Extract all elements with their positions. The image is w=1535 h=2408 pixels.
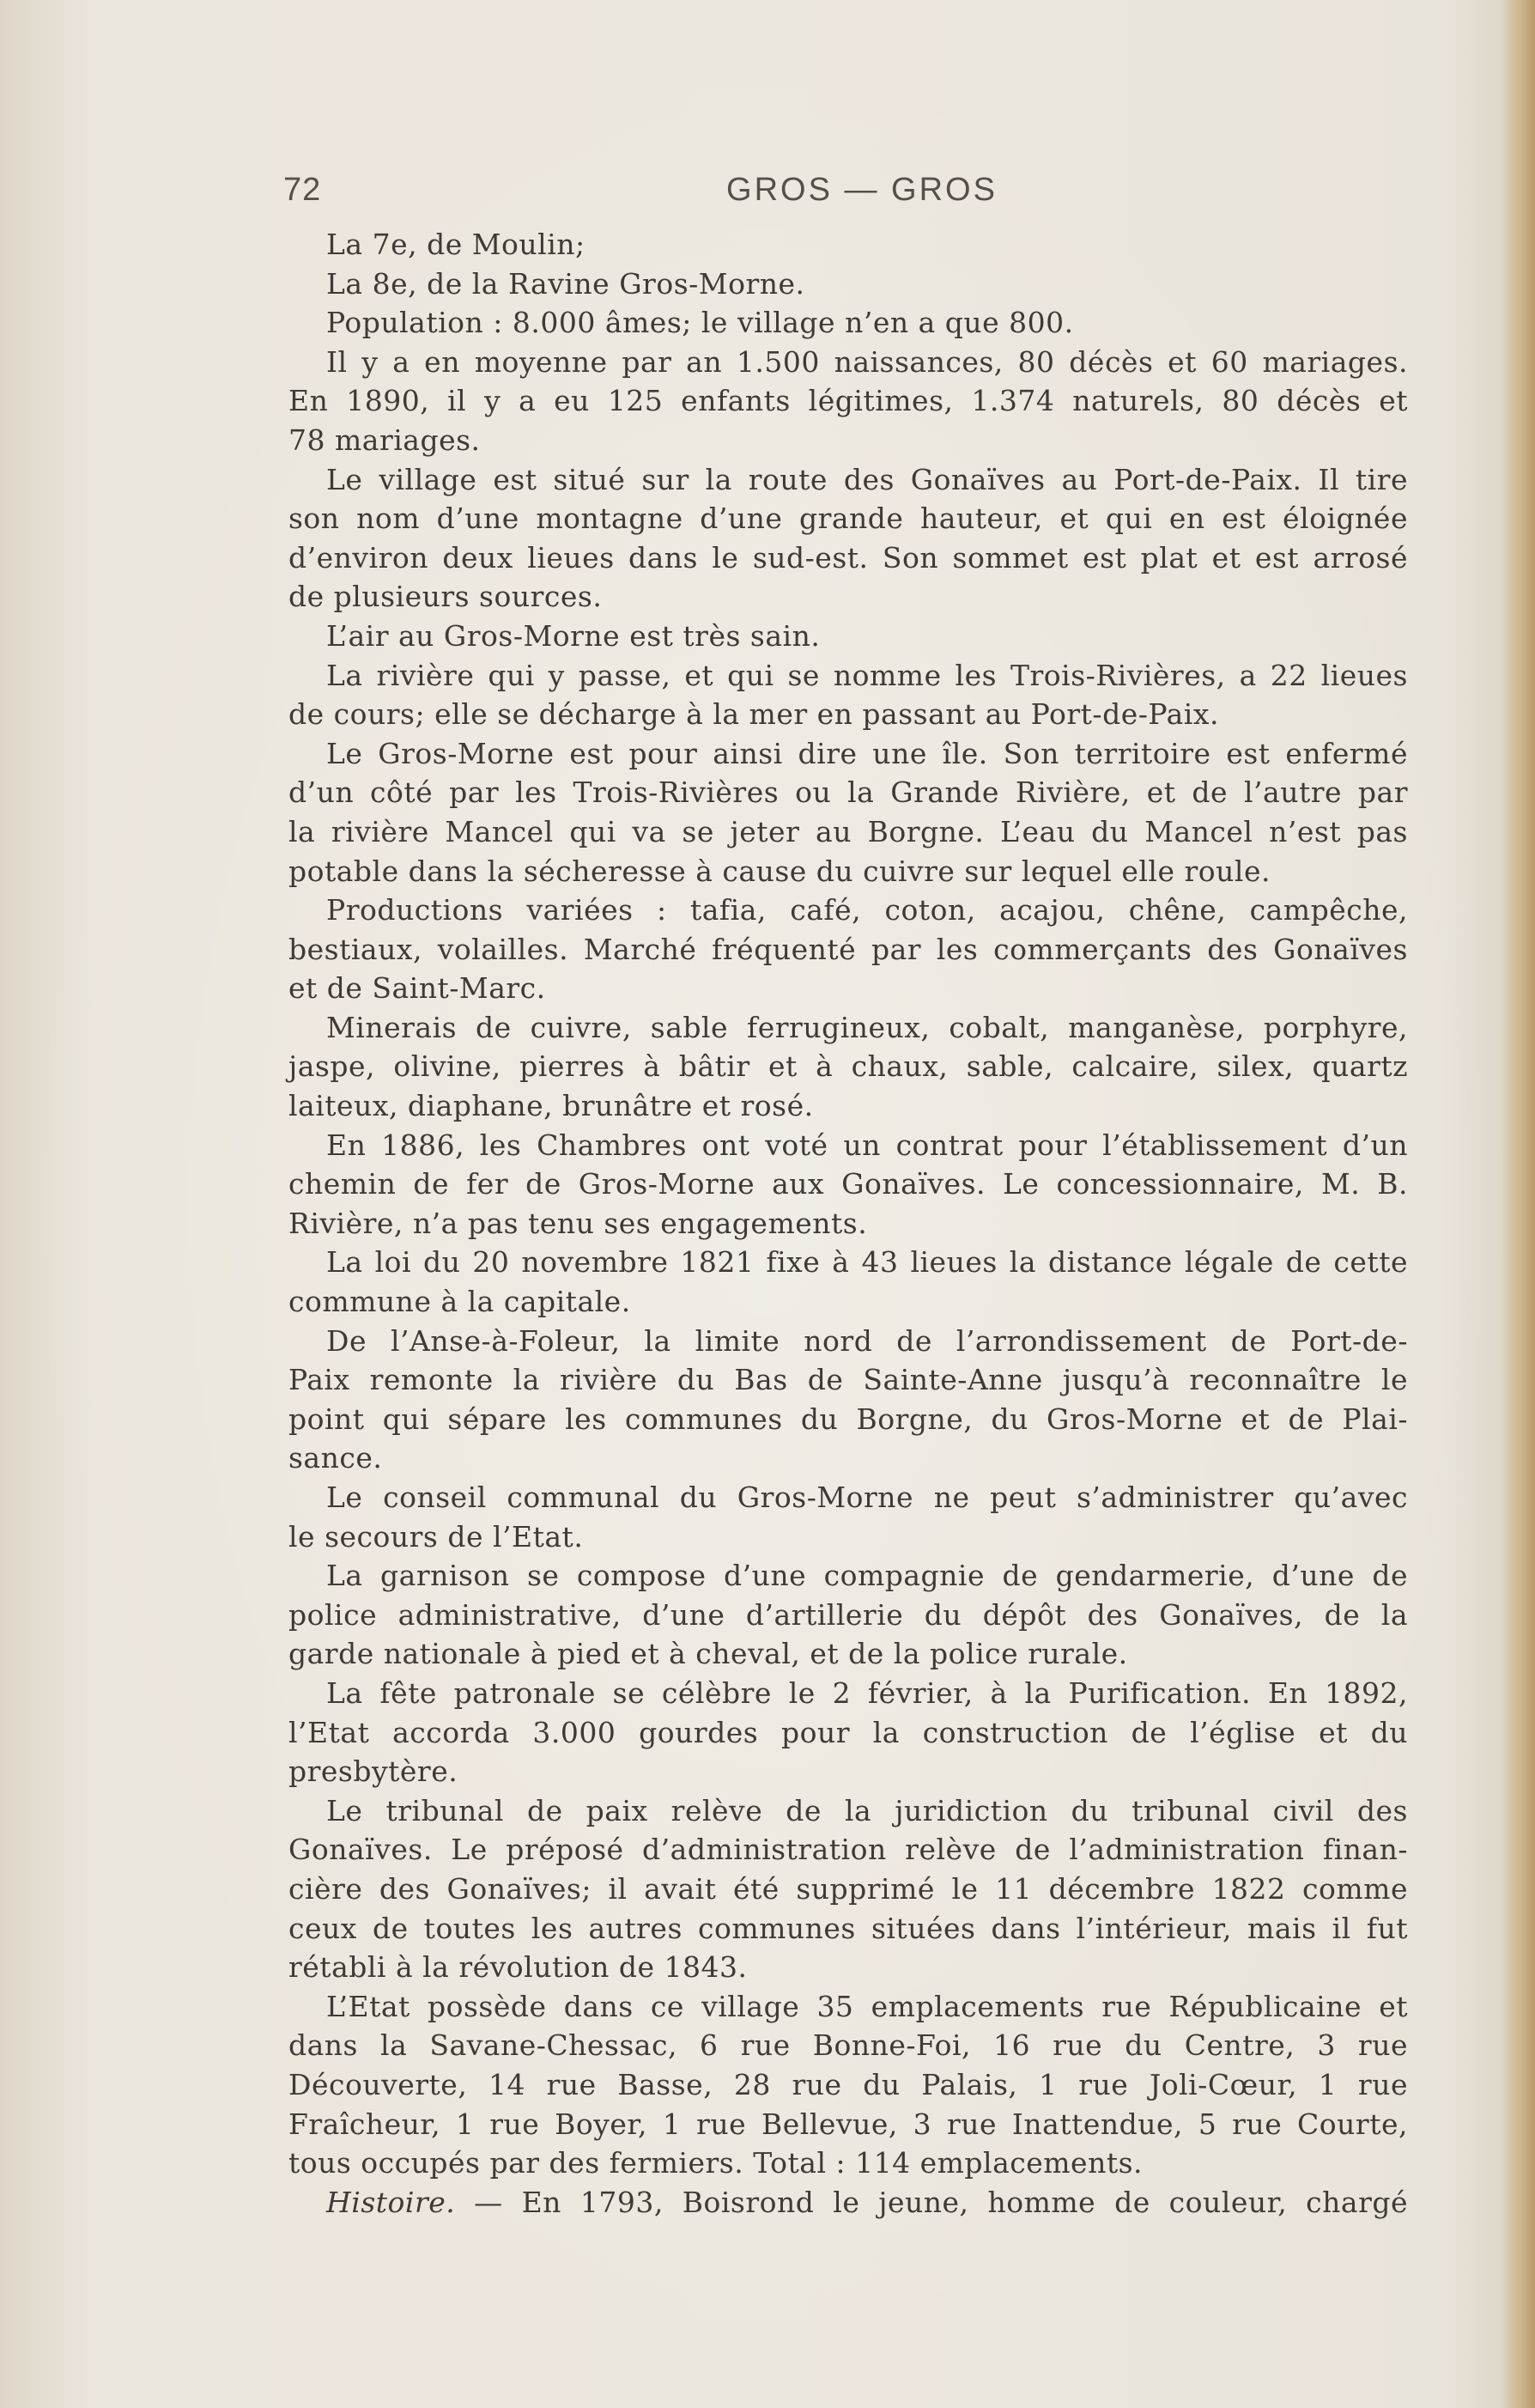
text-line: laiteux, diaphane, brunâtre et rosé.	[288, 1089, 814, 1123]
text-line: d’environ deux lieues dans le sud-est. Son sommet est plat et est arrosé	[288, 540, 1408, 575]
text-line: chemin de fer de Gros-Morne aux Gonaïves. Le concessionnaire, M. B.	[288, 1167, 1408, 1201]
text-line: potable dans la sécheresse à cause du cuivre sur lequel elle roule.	[288, 854, 1271, 888]
text-line: La loi du 20 novembre 1821 fixe à 43 lieues la distance légale de cette	[326, 1245, 1408, 1280]
text-line: En 1890, il y a eu 125 enfants légitimes, 1.374 naturels, 80 décès et	[288, 384, 1408, 418]
text-line: commune à la capitale.	[288, 1285, 631, 1319]
text-line: de plusieurs sources.	[288, 580, 603, 614]
text-line: de cours; elle se décharge à la mer en passant au Port-de-Paix.	[288, 697, 1219, 732]
history-heading: Histoire.	[326, 2185, 456, 2219]
text-line: Fraîcheur, 1 rue Boyer, 1 rue Bellevue, 3 rue Inattendue, 5 rue Courte,	[288, 2107, 1408, 2141]
text-line: Le Gros-Morne est pour ainsi dire une île. Son territoire est enfermé	[326, 736, 1408, 770]
text-line: Productions variées : tafia, café, coton, acajou, chêne, campêche,	[326, 893, 1408, 927]
text-line: jaspe, olivine, pierres à bâtir et à chaux, sable, calcaire, silex, quartz	[288, 1049, 1408, 1084]
page-number: 72	[283, 172, 322, 208]
text-line: cière des Gonaïves; il avait été supprimé le 11 décembre 1822 comme	[288, 1871, 1408, 1906]
text-line: police administrative, d’une d’artillerie du dépôt des Gonaïves, de la	[288, 1597, 1408, 1632]
page-edge-shadow	[1501, 0, 1535, 2408]
text-line: Rivière, n’a pas tenu ses engagements.	[288, 1206, 868, 1240]
text-line: Gonaïves. Le préposé d’administration relève de l’administration finan-	[288, 1833, 1408, 1867]
text-line-history	[288, 2183, 1408, 2223]
text-line: Il y a en moyenne par an 1.500 naissances, 80 décès et 60 mariages.	[326, 344, 1408, 379]
text-line: En 1886, les Chambres ont voté un contrat pour l’établissement d’un	[326, 1128, 1408, 1162]
text-line: garde nationale à pied et à cheval, et de la police rurale.	[288, 1637, 1128, 1671]
text-line: L’air au Gros-Morne est très sain.	[326, 618, 821, 653]
text-line: L’Etat possède dans ce village 35 emplacements rue Républicaine et	[326, 1989, 1408, 2023]
text-line: presbytère.	[288, 1754, 458, 1789]
text-line: dans la Savane-Chessac, 6 rue Bonne-Foi, 16 rue du Centre, 3 rue	[288, 2028, 1408, 2063]
history-text: — En 1793, Boisrond le jeune, homme de couleur, chargé	[474, 2185, 1408, 2219]
text-line: Découverte, 14 rue Basse, 28 rue du Palais, 1 rue Joli-Cœur, 1 rue	[288, 2067, 1408, 2101]
text-line: point qui sépare les communes du Borgne, du Gros-Morne et de Plai-	[288, 1402, 1408, 1436]
text-line: la rivière Mancel qui va se jeter au Borgne. L’eau du Mancel n’est pas	[288, 814, 1408, 848]
text-line: d’un côté par les Trois-Rivières ou la Grande Rivière, et de l’autre par	[288, 775, 1408, 810]
text-line: Le village est situé sur la route des Gonaïves au Port-de-Paix. Il tire	[326, 462, 1408, 496]
text-line: La 7e, de Moulin;	[326, 228, 585, 261]
text-line: le secours de l’Etat.	[288, 1519, 584, 1554]
text-line: l’Etat accorda 3.000 gourdes pour la construction de l’église et du	[288, 1715, 1408, 1749]
body-text	[288, 225, 1408, 2222]
text-line: La 8e, de la Ravine Gros-Morne.	[326, 266, 805, 301]
text-line: bestiaux, volailles. Marché fréquenté par les commerçants des Gonaïves	[288, 932, 1408, 966]
text-line: Population : 8.000 âmes; le village n’en a que 800.	[326, 306, 1074, 340]
text-line: La garnison se compose d’une compagnie de gendarmerie, d’une de	[326, 1559, 1408, 1593]
page-header	[283, 172, 1425, 223]
text-line: La rivière qui y passe, et qui se nomme les Trois-Rivières, a 22 lieues	[326, 658, 1408, 692]
text-line: Minerais de cuivre, sable ferrugineux, cobalt, manganèse, porphyre,	[326, 1010, 1408, 1044]
text-line: et de Saint-Marc.	[288, 971, 546, 1006]
text-line: Le tribunal de paix relève de la juridiction du tribunal civil des	[326, 1793, 1408, 1827]
text-line: 78 mariages.	[288, 423, 481, 457]
text-line: son nom d’une montagne d’une grande hauteur, et qui en est éloignée	[288, 502, 1408, 536]
text-line: De l’Anse-à-Foleur, la limite nord de l’arrondissement de Port-de-	[326, 1323, 1408, 1358]
text-line: ceux de toutes les autres communes situées dans l’intérieur, mais il fut	[288, 1911, 1408, 1945]
text-line: sance.	[288, 1441, 383, 1475]
running-head: GROS — GROS	[726, 172, 998, 208]
text-line: tous occupés par des fermiers. Total : 114 emplacements.	[288, 2146, 1144, 2180]
text-line: La fête patronale se célèbre le 2 février, à la Purification. En 1892,	[326, 1675, 1408, 1710]
text-line: rétabli à la révolution de 1843.	[288, 1950, 748, 1985]
text-line: Paix remonte la rivière du Bas de Sainte-Anne jusqu’à reconnaître le	[288, 1363, 1408, 1397]
text-line: Le conseil communal du Gros-Morne ne peut s’administrer qu’avec	[326, 1481, 1408, 1514]
